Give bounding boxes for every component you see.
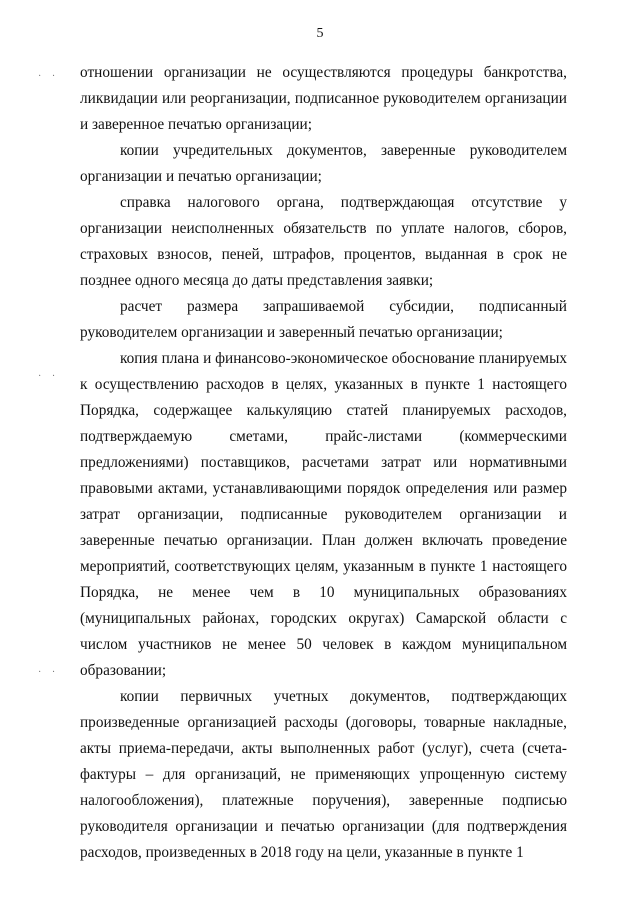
paragraph-tax-certificate: справка налогового органа, подтверждающая отсутствие у организации неисполненных обязательств по уплате налогов, сборов, страховых взносов, пеней, штрафов, процентов, выданная в срок не позднее одного месяца до даты представления заявки; — [80, 194, 567, 289]
paragraph-subsidy-calculation: расчет размера запрашиваемой субсидии, подписанный руководителем организации и заверенный печатью организации; — [80, 298, 567, 341]
paragraph-primary-documents: копии первичных учетных документов, подтверждающих произведенные организацией расходы (договоры, товарные накладные, акты приема-передачи, акты выполненных работ (услуг), счета (счета-фактуры – для организаций, не применяющих упрощенную систему налогообложения), платежные поручения), заверенные подписью руководителя организации и печатью организации (для подтверждения расходов, произведенных в 2018 году на цели, указанные в пункте 1 — [80, 688, 567, 861]
document-body — [80, 60, 567, 866]
paragraph-plan-copy: копия плана и финансово-экономическое обоснование планируемых к осуществлению расходов в целях, указанных в пункте 1 настоящего Порядка, содержащее калькуляцию статей планируемых расходов, подтверждаемую сметами, прайс-листами (коммерческими предложениями) поставщиков, расчетами затрат или нормативными правовыми актами, устанавливающими порядок определения или размер затрат организации, подписанные руководителем организации и заверенные печатью организации. План должен включать проведение мероприятий, соответствующих целям, указанным в пункте 1 настоящего Порядка, не менее чем в 10 муниципальных образованиях (муниципальных районах, городских округах) Самарской области с числом участников не менее 50 человек в каждом муниципальном образовании; — [80, 350, 567, 679]
scan-mark: · · — [38, 667, 60, 678]
paragraph-founding-documents: копии учредительных документов, заверенные руководителем организации и печатью организации; — [80, 142, 567, 185]
paragraph-continuation: отношении организации не осуществляются процедуры банкротства, ликвидации или реорганизации, подписанное руководителем организации и заверенное печатью организации; — [80, 64, 567, 133]
scan-mark: · · — [38, 71, 60, 82]
page-number: 5 — [316, 26, 324, 41]
scan-mark: · · — [38, 371, 60, 382]
